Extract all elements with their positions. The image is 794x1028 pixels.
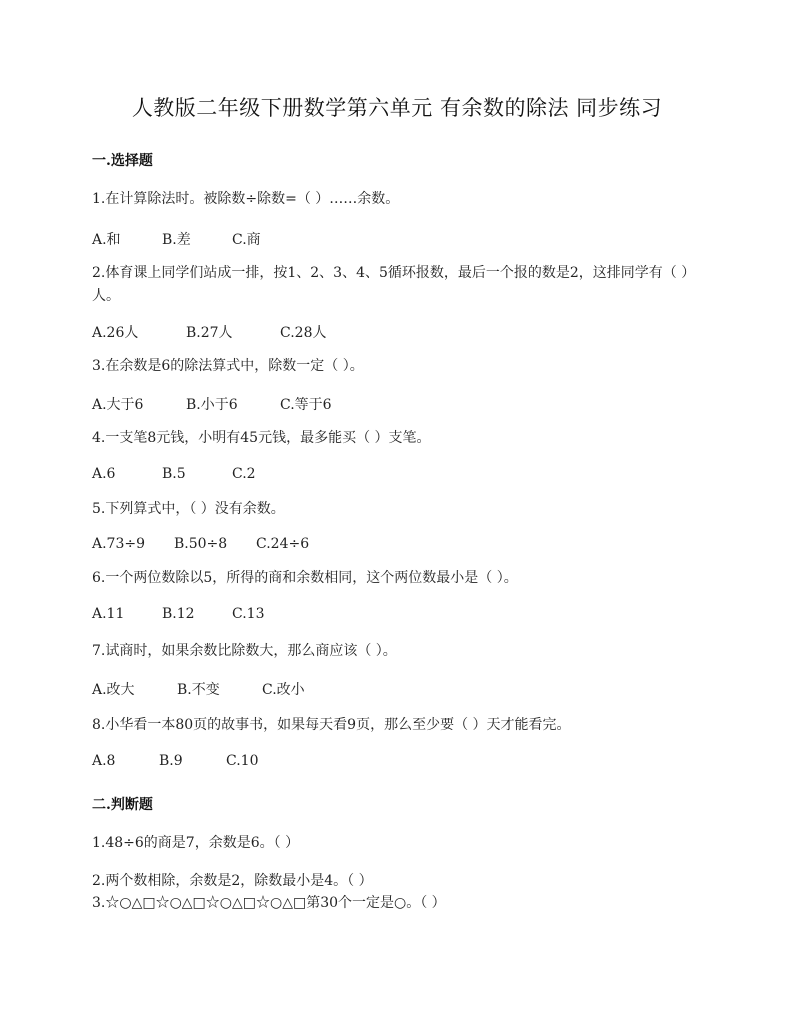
question-text: 1.在计算除法时。被除数÷除数=（ ）……余数。 bbox=[92, 191, 400, 207]
option-b: B.不变 bbox=[177, 682, 220, 698]
option-c: C.等于6 bbox=[280, 397, 332, 413]
answer-options bbox=[92, 466, 256, 482]
question-text: 3.在余数是6的除法算式中，除数一定（ ）。 bbox=[92, 358, 364, 374]
option-a: A.8 bbox=[92, 753, 116, 769]
question-text: 5.下列算式中，（ ）没有余数。 bbox=[92, 501, 285, 517]
option-b: B.12 bbox=[162, 606, 195, 622]
option-a: A.改大 bbox=[92, 682, 135, 698]
option-a: A.26人 bbox=[92, 325, 139, 341]
option-b: B.9 bbox=[159, 753, 183, 769]
question-text: 4.一支笔8元钱，小明有45元钱，最多能买（ ）支笔。 bbox=[92, 430, 431, 446]
answer-options bbox=[92, 753, 258, 769]
section-heading-judgement: 二.判断题 bbox=[92, 797, 153, 813]
answer-options bbox=[92, 679, 305, 699]
answer-options bbox=[92, 394, 332, 414]
option-b: B.5 bbox=[162, 466, 186, 482]
question-text: 8.小华看一本80页的故事书，如果每天看9页，那么至少要（ ）天才能看完。 bbox=[92, 717, 571, 733]
page-title: 人教版二年级下册数学第六单元 有余数的除法 同步练习 bbox=[131, 96, 663, 120]
question-text: 6.一个两位数除以5，所得的商和余数相同，这个两位数最小是（ ）。 bbox=[92, 570, 518, 586]
option-c: C.13 bbox=[232, 606, 265, 622]
option-b: B.小于6 bbox=[186, 397, 238, 413]
question-text: 2.两个数相除，余数是2，除数最小是4。（ ） bbox=[92, 873, 373, 889]
answer-options bbox=[92, 322, 326, 342]
option-b: B.27人 bbox=[186, 325, 233, 341]
section-heading-choice: 一.选择题 bbox=[92, 153, 153, 169]
option-b: B.差 bbox=[162, 232, 191, 248]
question-text: 3.☆○△□☆○△□☆○△□☆○△□第30个一定是○。（ ） bbox=[92, 895, 446, 911]
option-a: A.6 bbox=[92, 466, 116, 482]
option-c: C.改小 bbox=[262, 682, 305, 698]
option-a: A.11 bbox=[92, 606, 125, 622]
question-text: 7.试商时，如果余数比除数大，那么商应该（ ）。 bbox=[92, 643, 397, 659]
answer-options bbox=[92, 536, 309, 552]
option-c: C.10 bbox=[226, 753, 259, 769]
option-b: B.50÷8 bbox=[174, 536, 228, 552]
option-c: C.2 bbox=[232, 466, 256, 482]
option-a: A.和 bbox=[92, 232, 121, 248]
question-text: 1.48÷6的商是7，余数是6。（ ） bbox=[92, 835, 300, 851]
question-text: 2.体育课上同学们站成一排，按1、2、3、4、5循环报数，最后一个报的数是2，这排同学有（ ）人。 bbox=[92, 265, 696, 304]
answer-options bbox=[92, 606, 264, 622]
option-a: A.大于6 bbox=[92, 397, 144, 413]
option-a: A.73÷9 bbox=[92, 536, 146, 552]
option-c: C.商 bbox=[232, 232, 261, 248]
option-c: C.24÷6 bbox=[256, 536, 310, 552]
answer-options bbox=[92, 229, 261, 249]
option-c: C.28人 bbox=[280, 325, 327, 341]
